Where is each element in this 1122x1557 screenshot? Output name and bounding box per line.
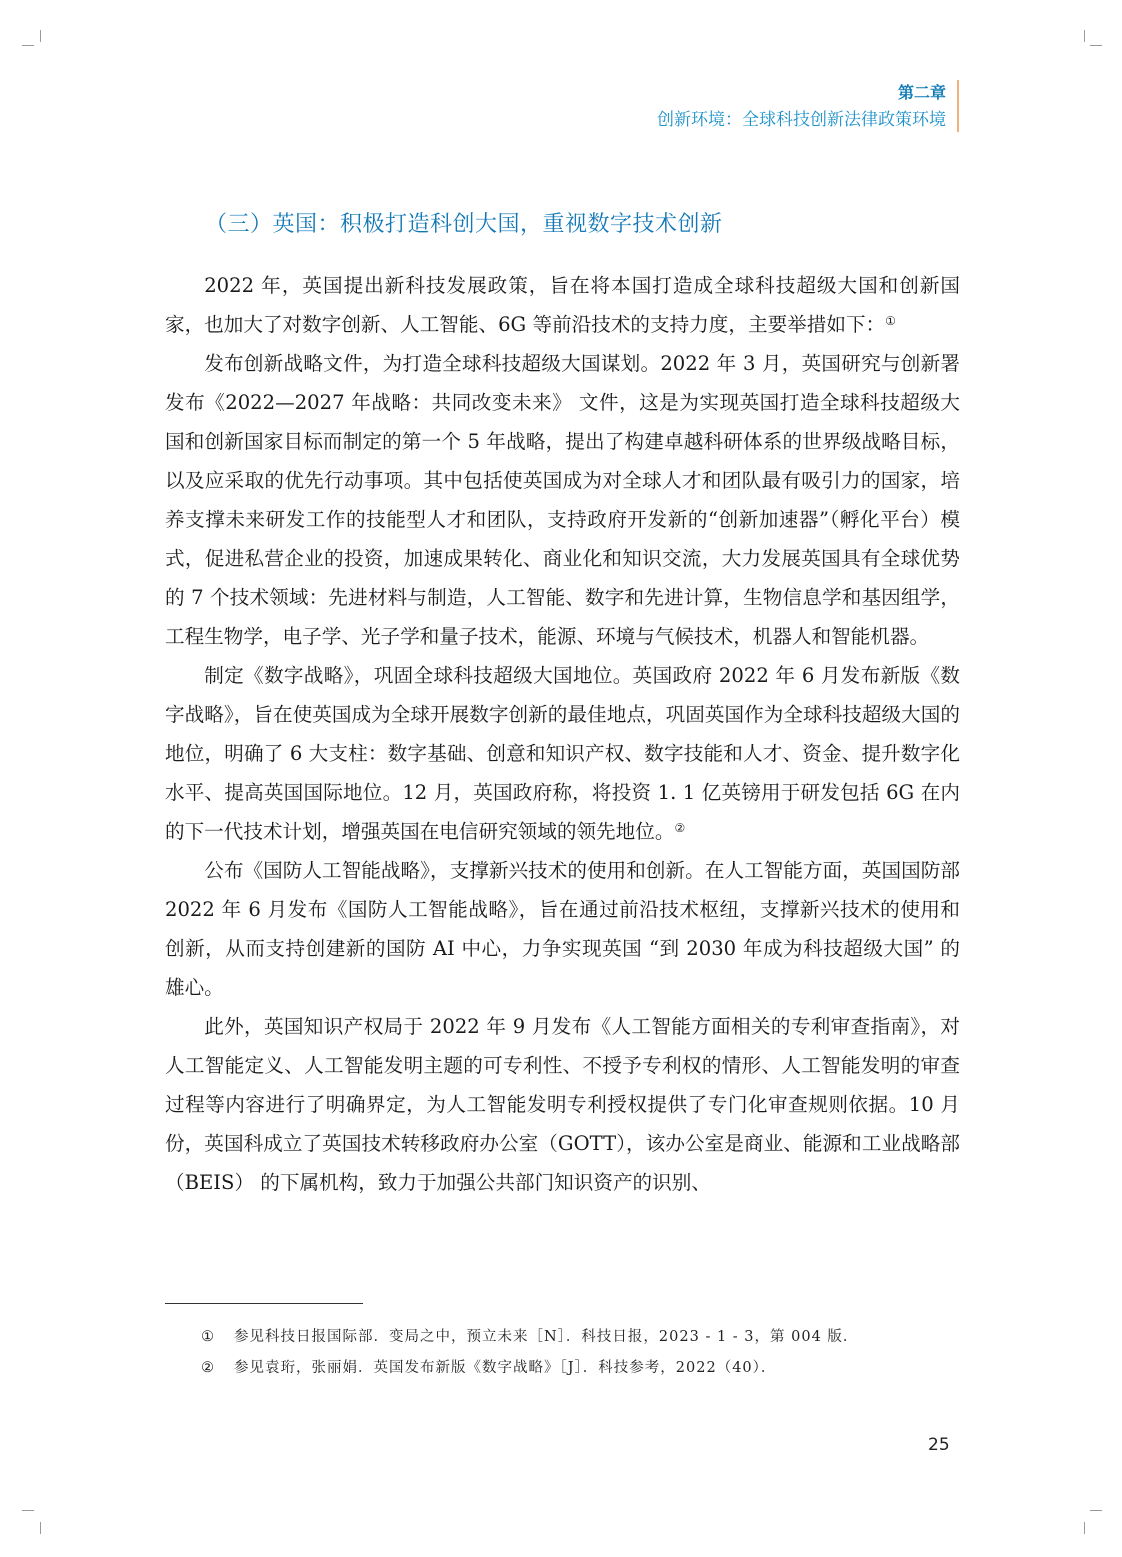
crop-mark [22, 1510, 34, 1511]
footnote-text: 参见袁珩，张丽娟．英国发布新版《数字战略》［J］．科技参考，2022（40）． [234, 1360, 777, 1376]
footnote-divider [165, 1303, 363, 1304]
footnote-ref: ② [674, 821, 686, 835]
section-heading: （三）英国：积极打造科创大国，重视数字技术创新 [205, 212, 723, 237]
crop-mark [1090, 45, 1102, 46]
chapter-label: 第二章 [897, 83, 946, 102]
footnote-mark: ① [201, 1329, 215, 1345]
footnote [201, 1322, 961, 1353]
crop-mark [1090, 1510, 1102, 1511]
paragraph: 发布创新战略文件，为打造全球科技超级大国谋划。2022 年 3 月，英国研究与创新署发布《2022—2027 年战略：共同改变未来》 文件，这是为实现英国打造全球科技超级大国和创新国家目标而制定的第一个 5 年战略，提出了构建卓越科研体系的世界级战略目标，以及应采取的优先行动事项。其中包括使英国成为对全球人才和团队最有吸引力的国家，培养支撑未来研发工作的技能型人才和团队，支持政府开发新的“创新加速器”（孵化平台）模式，促进私营企业的投资，加速成果转化、商业化和知识交流，大力发展英国具有全球优势的 7 个技术领域：先进材料与制造，人工智能、数字和先进计算，生物信息学和基因组学，工程生物学，电子学、光子学和量子技术，能源、环境与气候技术，机器人和智能机器。 [165, 352, 960, 648]
footnote-mark: ② [201, 1360, 215, 1376]
paragraph: 制定《数字战略》，巩固全球科技超级大国地位。英国政府 2022 年 6 月发布新版《数字战略》，旨在使英国成为全球开展数字创新的最佳地点，巩固英国作为全球科技超级大国的地位，明确了 6 大支柱：数字基础、创意和知识产权、数字技能和人才、资金、提升数字化水平、提高英国国际地位。12 月，英国政府称，将投资 1. 1 亿英镑用于研发包括 6G 在内的下一代技术计划，增强英国在电信研究领域的领先地位。② [165, 664, 960, 843]
crop-mark [40, 1522, 41, 1534]
page-number: 25 [928, 1435, 950, 1455]
crop-mark [1084, 1522, 1085, 1534]
body-text [165, 266, 960, 1202]
footnote [201, 1353, 961, 1384]
paragraph: 2022 年，英国提出新科技发展政策，旨在将本国打造成全球科技超级大国和创新国家，也加大了对数字创新、人工智能、6G 等前沿技术的支持力度，主要举措如下：① [165, 274, 960, 336]
paragraph: 公布《国防人工智能战略》，支撑新兴技术的使用和创新。在人工智能方面，英国国防部 2022 年 6 月发布《国防人工智能战略》，旨在通过前沿技术枢纽，支撑新兴技术的使用和创新，从而支持创建新的国防 AI 中心，力争实现英国 “到 2030 年成为科技超级大国” 的雄心。 [165, 859, 960, 999]
crop-mark [40, 30, 41, 42]
crop-mark [1084, 30, 1085, 42]
chapter-title: 创新环境：全球科技创新法律政策环境 [657, 110, 946, 130]
footnote-ref: ① [885, 314, 896, 328]
paragraph: 此外，英国知识产权局于 2022 年 9 月发布《人工智能方面相关的专利审查指南》，对人工智能定义、人工智能发明主题的可专利性、不授予专利权的情形、人工智能发明的审查过程等内容进行了明确界定，为人工智能发明专利授权提供了专门化审查规则依据。10 月份，英国科成立了英国技术转移政府办公室（GOTT），该办公室是商业、能源和工业战略部（BEIS） 的下属机构，致力于加强公共部门知识资产的识别、 [165, 1015, 960, 1194]
footnote-text: 参见科技日报国际部．变局之中，预立未来［N］．科技日报，2023 - 1 - 3，第 004 版． [234, 1329, 859, 1345]
crop-mark [22, 45, 34, 46]
running-header [657, 80, 946, 134]
footnotes [201, 1322, 961, 1384]
header-divider [957, 80, 959, 132]
